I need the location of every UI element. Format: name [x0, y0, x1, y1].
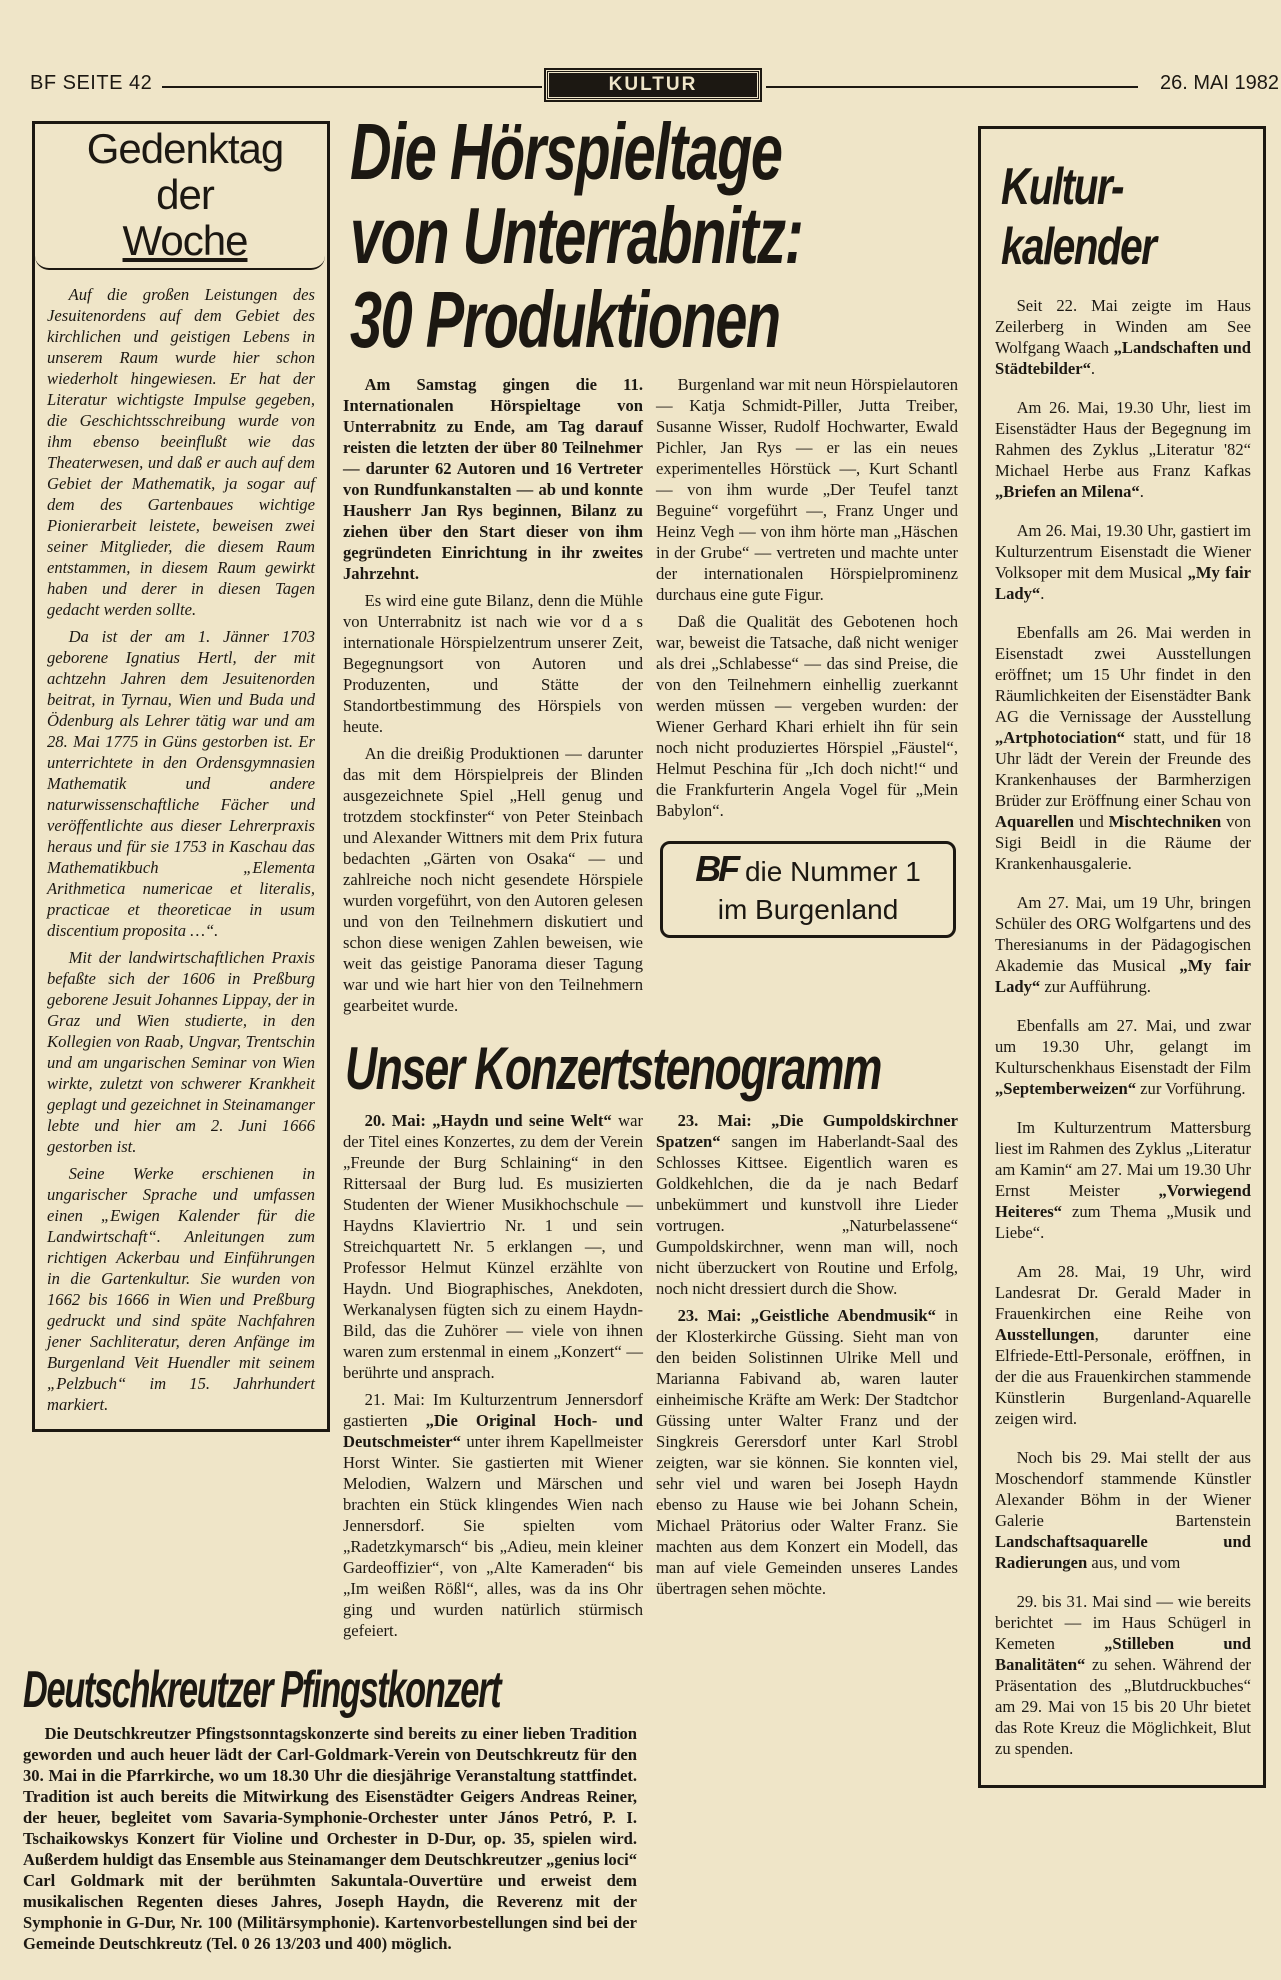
- paragraph: [995, 1261, 1251, 1429]
- headline-line: Die Hörspieltage: [350, 107, 782, 196]
- paragraph: [995, 1447, 1251, 1573]
- paragraph: [343, 1389, 643, 1641]
- page-number: BF SEITE 42: [30, 72, 153, 94]
- bold-text: Landschaftsaquarelle und Radierungen: [995, 1532, 1251, 1572]
- text: Ebenfalls am 27. Mai, und zwar um 19.30 Uhr, gelangt im Kulturschenkhaus Eisenstadt der Film: [995, 1016, 1251, 1077]
- title-line: Woche: [122, 217, 248, 264]
- konzert-headline: Unser Konzertstenogramm: [345, 1035, 881, 1102]
- bold-text: Aquarellen: [995, 812, 1074, 831]
- text: Am 26. Mai, 19.30 Uhr, liest im Eisenstädter Haus der Begegnung im Rahmen des Zyklus „Literatur '82“ Michael Herbe aus Franz Kafkas: [995, 398, 1251, 480]
- section-label: KULTUR: [546, 70, 760, 100]
- text: Mit der landwirtschaftlichen Praxis befaßte sich der 1606 in Preßburg geborene Jesuit Johannes Lippay, der in Graz und Wien studierte, in den Kollegien von Raab, Ungvar, Trentschin und am ungarischen Seminar von Wien wirkte, zuletzt von schwerer Krankheit geplagt und gezeichnet in Steinamanger lebte und hier am 2. Juni 1666 gestorben ist.: [47, 948, 315, 1156]
- issue-date: 26. MAI 1982: [1160, 72, 1279, 94]
- paragraph: [47, 947, 315, 1157]
- text: .: [1090, 359, 1096, 378]
- gedenktag-title: [65, 126, 305, 264]
- pfingst-headline: Deutschkreutzer Pfingstkonzert: [23, 1661, 501, 1719]
- bold-text: „Septemberweizen“: [995, 1079, 1137, 1098]
- text: statt, und für 18 Uhr lädt der Verein der Freunde des Krankenhauses der Barmherzigen Brüder zur Eröffnung einer Schau von: [995, 728, 1251, 810]
- bf-logo: BF: [695, 848, 738, 889]
- text: , darunter eine Elfriede-Ettl-Personale, eröffnen, in der die aus Frauenkirchen stammende Künstlerin Burgenland-Aquarelle zeigen wird.: [995, 1325, 1251, 1428]
- gedenktag-title-frame: [35, 124, 325, 270]
- header-rule-left: [162, 86, 542, 88]
- text: zur Aufführung.: [1040, 977, 1151, 996]
- bold-text: 20. Mai: „Haydn und seine Welt“: [364, 1111, 612, 1130]
- text: unter ihrem Kapellmeister Horst Winter. Sie gastierten mit Wiener Melodien, Walzern und Märschen und brachten ein Stück klingendes Wien nach Jennersdorf. Sie spielten vom „Radetzkymarsch“ bis „Adieu, mein kleiner Gardeoffizier“, von „Alte Kameraden“ bis „Im weißen Rößl“, alles, was da ins Ohr ging und wurden natürlich stürmisch gefeiert.: [343, 1432, 643, 1640]
- text: Es wird eine gute Bilanz, denn die Mühle von Unterrabnitz ist nach wie vor d a s internationale Hörspielzentrum unserer Zeit, Begegnungsort von Autoren und Produzenten, und Stätte der Standortbestimmung des Hörspiels von heute.: [343, 591, 643, 736]
- text: 21. Mai: Im Kulturzentrum Jennersdorf gastierten: [343, 1390, 643, 1430]
- paragraph: [343, 374, 643, 584]
- text: Im Kulturzentrum Mattersburg liest im Rahmen des Zyklus „Literatur am Kamin“ am 27. Mai um 19.30 Uhr Ernst Meister: [995, 1118, 1251, 1200]
- text: in der Klosterkirche Güssing. Sieht man von den beiden Solistinnen Ulrike Mell und Marianna Fabivand ab, waren lauter einheimische Kräfte am Werk: Der Stadtchor Güssing unter Walter Franz und der Singkreis Gerersdorf unter Karl Strobl zeigten, war sie können. Sie konnten viel, sehr viel und waren bei Joseph Haydn ebenso zu Hause wie bei Johann Schein, Michael Prätorius oder Walter Franz. Sie machten aus dem Konzert ein Modell, das man auf viele Gemeinden unseres Landes übertragen sehen möchte.: [656, 1306, 959, 1598]
- text: .: [1139, 482, 1144, 501]
- title-line: der: [156, 171, 214, 218]
- bold-text: „My fair Lady“: [995, 563, 1251, 603]
- bold-text: „Briefen an Milena“: [995, 482, 1140, 501]
- bold-text: 23. Mai: „Die Gumpoldskirchner Spatzen“: [656, 1111, 958, 1151]
- title-line: kalender: [1001, 218, 1156, 276]
- bold-text: „Artphotociation“: [995, 728, 1125, 747]
- paragraph: [23, 1723, 637, 1954]
- bold-text: 23. Mai: „Geistliche Abendmusik“: [677, 1306, 936, 1325]
- kalender-body: [995, 295, 1251, 1777]
- text: aus, und vom: [1087, 1553, 1181, 1572]
- bold-text: „Vorwiegend Heiteres“: [995, 1181, 1251, 1221]
- text: sangen im Haberlandt-Saal des Schlosses Kittsee. Eigentlich waren es Goldkehlchen, die da je nach Bedarf unbekümmert und kunstvoll ihre Lieder vortrugen. „Naturbelassene“ Gumpoldskirchner, wenn man will, noch nicht überzuckert von Routine und Erfolg, noch nicht dressiert durch die Show.: [656, 1132, 958, 1298]
- promo-box: [660, 841, 956, 938]
- text: von Sigi Beidl in die Räume der Krankenhausgalerie.: [995, 812, 1251, 873]
- paragraph: [47, 1163, 315, 1415]
- paragraph: [47, 284, 315, 620]
- paragraph: [656, 1305, 958, 1599]
- header-rule-right: [766, 86, 1138, 88]
- paragraph: [656, 374, 958, 605]
- paragraph: [656, 611, 958, 821]
- text: Daß die Qualität des Gebotenen hoch war, beweist die Tatsache, daß nicht weniger als drei „Schlabesse“ — das sind Preise, die von den Teilnehmern einhellig zuerkannt werden müssen — vergeben wurden: der Wiener Gerhard Khari erhielt ihn für sein noch nicht produziertes Hörspiel „Fäustel“, Helmut Peschina für „Ich doch nicht!“ und die Frankfurterin Angela Vogel für „Mein Babylon“.: [656, 612, 958, 820]
- bold-text: Ausstellungen: [995, 1325, 1095, 1344]
- text: Burgenland war mit neun Hörspielautoren — Katja Schmidt-Piller, Jutta Treiber, Susanne Wisser, Rudolf Hochwarter, Ewald Pichler, Jan Rys — er las ein neues experimentelles Hörstück —, Kurt Schantl — von ihm wurde „Der Teufel tanzt Beguine“ vorgeführt —, Franz Unger und Heinz Vegh — von ihm hörte man „Häschen in der Grube“ — vertreten und machte unter der internationalen Hörspielprominenz durchaus eine gute Figur.: [656, 375, 958, 604]
- paragraph: [995, 520, 1251, 604]
- text: Die Deutschkreutzer Pfingstsonntagskonzerte sind bereits zu einer lieben Tradition geworden und auch heuer lädt der Carl-Goldmark-Verein von Deutschkreutz für den 30. Mai in die Pfarrkirche, wo um 18.30 Uhr die diesjährige Veranstaltung stattfindet. Tradition ist auch bereits die Mitwirkung des Eisenstädter Geigers Andreas Reiner, der heuer, begleitet vom Savaria-Symphonie-Orchester unter János Petró, P. I. Tschaikowskys Konzert für Violine und Orchester in D-Dur, op. 35, spielen wird. Außerdem huldigt das Ensemble aus Steinamanger dem Deutschkreutzer „genius loci“ Carl Goldmark mit der berühmten Sakuntala-Ouvertüre und erweist dem musikalischen Regenten dieses Jahres, Joseph Haydn, die Reverenz mit der Symphonie in G-Dur, Nr. 100 (Militärsymphonie). Kartenvorbestellungen sind bei der Gemeinde Deutschkreutz (Tel. 0 26 13/203 und 400) möglich.: [23, 1724, 637, 1953]
- pfingst-body: [23, 1723, 637, 1960]
- kulturkalender-box: [978, 126, 1266, 1788]
- text: 29. bis 31. Mai sind — wie bereits berichtet — im Haus Schügerl in Kemeten: [995, 1592, 1251, 1653]
- text: Noch bis 29. Mai stellt der aus Moschendorf stammende Künstler Alexander Böhm in der Wiener Galerie Bartenstein: [995, 1448, 1251, 1530]
- paragraph: [343, 590, 643, 737]
- paragraph: [995, 295, 1251, 379]
- text: Am 28. Mai, 19 Uhr, wird Landesrat Dr. Gerald Mader in Frauenkirchen eine Reihe von: [995, 1262, 1251, 1323]
- text: Da ist der am 1. Jänner 1703 geborene Ignatius Hertl, der mit achtzehn Jahren dem Jesuitenorden beitrat, in Tyrnau, Wien und Buda und Ödenburg als Lehrer tätig war und am 28. Mai 1775 in Güns gestorben ist. Er unterrichtete in den Ordensgymnasien Mathematik und andere naturwissenschaftliche Fächer und veröffentlichte aus dieser Lehrerpraxis heraus und für sie 1753 in Kaschau das Mathematikbuch „Elementa Arithmetica numericae et literalis, practicae et theoreticae in usum discentium proposita …“.: [47, 627, 315, 940]
- text: Am 26. Mai, 19.30 Uhr, gastiert im Kulturzentrum Eisenstadt die Wiener Volksoper mit dem Musical: [995, 521, 1251, 582]
- paragraph: [995, 622, 1251, 874]
- hoerspiel-column-1: [343, 374, 643, 1022]
- paragraph: [995, 1591, 1251, 1759]
- text: zum Thema „Musik und Liebe“.: [995, 1202, 1251, 1242]
- promo-line-2: im Burgenland: [717, 894, 899, 925]
- text: zu sehen. Während der Präsentation des „Blutdruckbuches“ am 29. Mai von 15 bis 20 Uhr bietet das Rote Kreuz die Möglichkeit, Blut zu spenden.: [995, 1655, 1251, 1758]
- bold-text: „Landschaften und Städtebilder“: [995, 338, 1251, 378]
- hoerspiel-column-2: [656, 374, 958, 827]
- kalender-title: [1001, 157, 1155, 277]
- text: An die dreißig Produktionen — darunter das mit dem Hörspielpreis der Blinden ausgezeichnete Spiel „Hell genug und trotzdem stockfinster“ von Peter Steinbach und Alexander Wittners mit dem Prix futura bedachten „Gärten von Osaka“ — und zahlreiche noch nicht gesendete Hörspiele wurden vorgeführt, von den Autoren gelesen und von den Teilnehmern diskutiert und schon diese wenigen Zahlen beweisen, wie weit das geistige Panorama dieser Tagung war und wie hart hier von den Teilnehmern gearbeitet wurde.: [343, 744, 643, 1015]
- headline-line: von Unterrabnitz:: [350, 191, 803, 280]
- text: Ebenfalls am 26. Mai werden in Eisenstadt zwei Ausstellungen eröffnet; um 15 Uhr findet in den Räumlichkeiten der Eisenstädter Bank AG die Vernissage der Ausstellung: [995, 623, 1251, 726]
- text: zur Vorführung.: [1136, 1079, 1246, 1098]
- bold-text: „Die Original Hoch- und Deutschmeister“: [343, 1411, 643, 1451]
- bold-text: „Stilleben und Banalitäten“: [995, 1634, 1252, 1674]
- paragraph: [47, 626, 315, 941]
- paragraph: [995, 1117, 1251, 1243]
- hoerspiel-headline: [350, 107, 803, 364]
- gedenktag-box: [32, 121, 330, 1432]
- text: Auf die großen Leistungen des Jesuitenordens auf dem Gebiet des kirchlichen und geistigen Lebens in unserem Raum wurde hier schon wiederholt hingewiesen. Er hat der Literatur wichtigste Impulse gegeben, die Geschichtsschreibung wurde von ihm ebenso beeinflußt wie das Theaterwesen, und daß er auch auf dem Gebiet der Mathematik, ja sogar auf dem des Gartenbaues wichtige Pionierarbeit leistete, beweisen zwei seiner Mitglieder, die diesem Raum entstammen, in diesem Raum gewirkt haben und derer in diesen Tagen gedacht werden sollte.: [47, 285, 315, 619]
- gedenktag-body: [47, 284, 315, 1421]
- bold-text: Am Samstag gingen die 11. Internationalen Hörspieltage von Unterrabnitz zu Ende, am Tag darauf reisten die letzten der über 80 Teilnehmer — darunter 62 Autoren und 16 Vertreter von Rundfunkanstalten — ab und konnte Hausherr Jan Rys beginnen, Bilanz zu ziehen über den Start dieser von ihm gegründeten Einrichtung in ihr zweites Jahrzehnt.: [343, 375, 643, 583]
- text: Seine Werke erschienen in ungarischer Sprache und umfassen einen „Ewigen Kalender für die Landwirtschaft“. Anleitungen zum richtigen Ackerbau und Einführungen in die Gartenkultur. Sie wurden von 1662 bis 1666 in Wien und Preßburg gedruckt und sind späte Nachfahren jener Sachliteratur, deren Anfänge im Burgenland Veit Huendler mit seinem „Pelzbuch“ im 15. Jahrhundert markiert.: [47, 1164, 315, 1414]
- paragraph: [995, 892, 1251, 997]
- paragraph: [343, 1110, 643, 1383]
- bold-text: „My fair Lady“: [995, 956, 1252, 996]
- paragraph: [656, 1110, 958, 1299]
- text: war der Titel eines Konzertes, zu dem der Verein „Freunde der Burg Schlaining“ in den Rittersaal der Burg lud. Es musizierten Studenten der Wiener Musikhochschule — Haydns Klaviertrio Nr. 1 und sein Streichquartett Nr. 5 erklangen —, und Professor Helmut Künzel erzählte von Haydn. Und Biographisches, Anekdoten, Werkanalysen fügten sich zu einem Haydn-Bild, das die Zuhörer — viele von ihnen waren zum erstenmal in einem „Konzert“ — berührte und ansprach.: [343, 1111, 643, 1382]
- text: und: [1073, 812, 1109, 831]
- title-line: Kultur-: [1001, 158, 1123, 216]
- konzert-column-1: [343, 1110, 643, 1647]
- text: .: [1040, 584, 1045, 603]
- headline-line: 30 Produktionen: [350, 275, 780, 364]
- text: Seit 22. Mai zeigte im Haus Zeilerberg in Winden am See Wolfgang Waach: [995, 296, 1251, 357]
- text: Am 27. Mai, um 19 Uhr, bringen Schüler des ORG Wolfgartens und des Theresianums in der Pädagogischen Akademie das Musical: [995, 893, 1251, 975]
- promo-line-1: die Nummer 1: [744, 856, 921, 887]
- title-line: Gedenktag: [86, 125, 284, 172]
- konzert-column-2: [656, 1110, 958, 1605]
- bold-text: Mischtechniken: [1108, 812, 1222, 831]
- paragraph: [995, 1015, 1251, 1099]
- paragraph: [995, 397, 1251, 502]
- paragraph: [343, 743, 643, 1016]
